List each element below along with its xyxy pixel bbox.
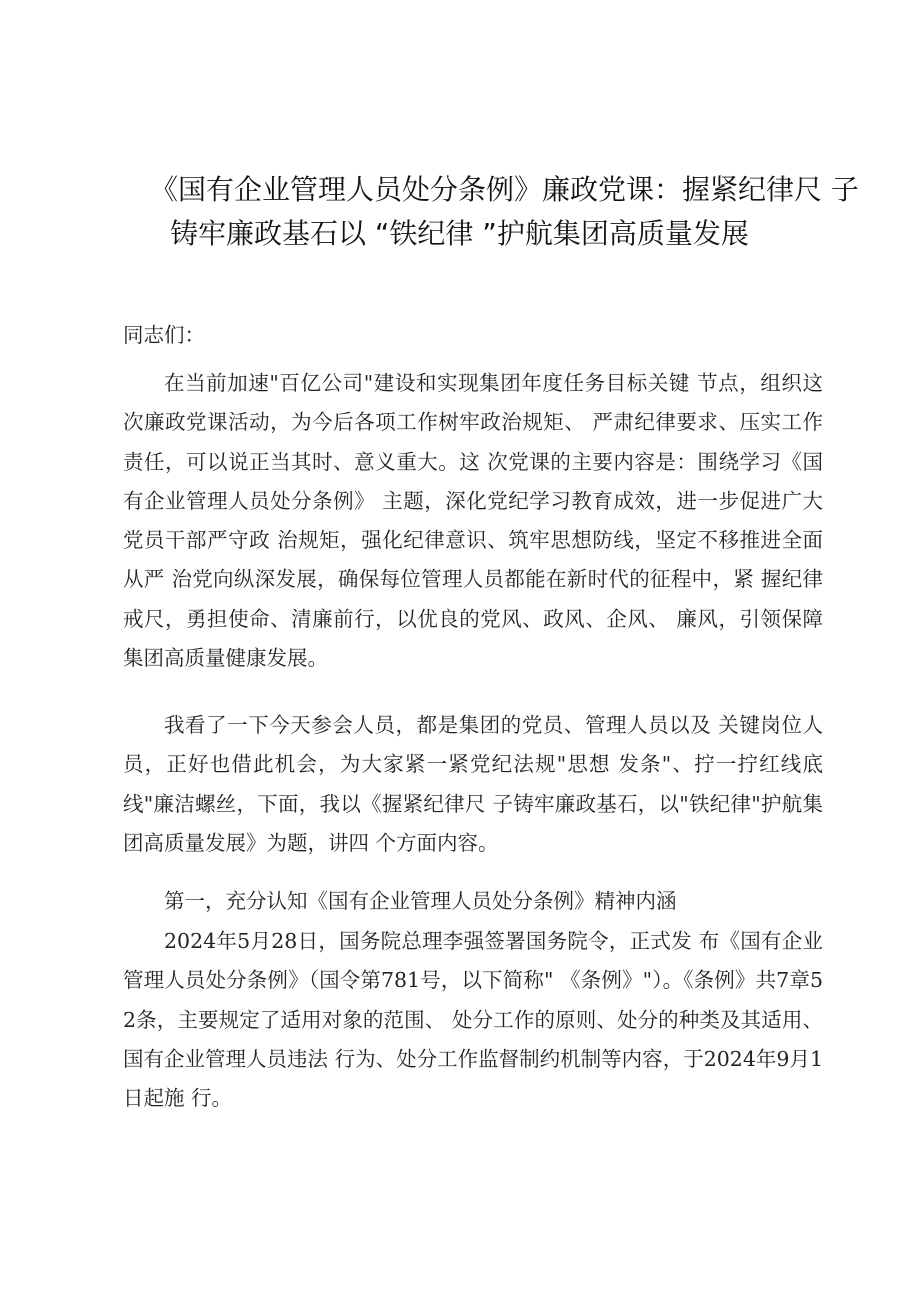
paragraph-intro: 在当前加速"百亿公司"建设和实现集团年度任务目标关键 节点，组织这次廉政党课活动，为今后各项工作树牢政治规矩、 严肃纪律要求、压实工作责任，可以说正当其时、意义重大。这 次党课的主要内容是：围绕学习《国有企业管理人员处分条例》 主题，深化党纪学习教育成效，进一步促进广大党员干部严守政 治规矩，强化纪律意识、筑牢思想防线，坚定不移推进全面从严 治党向纵深发展，确保每位管理人员都能在新时代的征程中，紧 握纪律戒尺，勇担使命、清廉前行，以优良的党风、政风、企风、 廉风，引领保障集团高质量健康发展。 bbox=[123, 371, 823, 671]
paragraph-regulation-background: 2024年5月28日，国务院总理李强签署国务院令，正式发 布《国有企业管理人员处分条例》（国令第781号，以下简称" 《条例》"）。《条例》共7章52条，主要规定了适用对象的范围、 处分工作的原则、处分的种类及其适用、国有企业管理人员违法 行为、处分工作监督制约机制等内容，于2024年9月1日起施 行。 bbox=[123, 929, 823, 1111]
document-title bbox=[150, 168, 859, 256]
salutation: 同志们： bbox=[123, 323, 205, 347]
section-heading-first: 第一，充分认知《国有企业管理人员处分条例》精神内涵 bbox=[164, 889, 677, 913]
paragraph-attendees: 我看了一下今天参会人员，都是集团的党员、管理人员以及 关键岗位人员，正好也借此机会，为大家紧一紧党纪法规"思想 发条"、拧一拧红线底线"廉洁螺丝，下面，我以《握紧纪律尺 子铸牢廉政基石，以"铁纪律"护航集团高质量发展》为题，讲四 个方面内容。 bbox=[123, 713, 823, 855]
title-line-2: 铸牢廉政基石以 “铁纪律 ”护航集团高质量发展 bbox=[170, 217, 749, 250]
title-line-1: 《国有企业管理人员处分条例》廉政党课：握紧纪律尺 子 bbox=[150, 173, 859, 206]
